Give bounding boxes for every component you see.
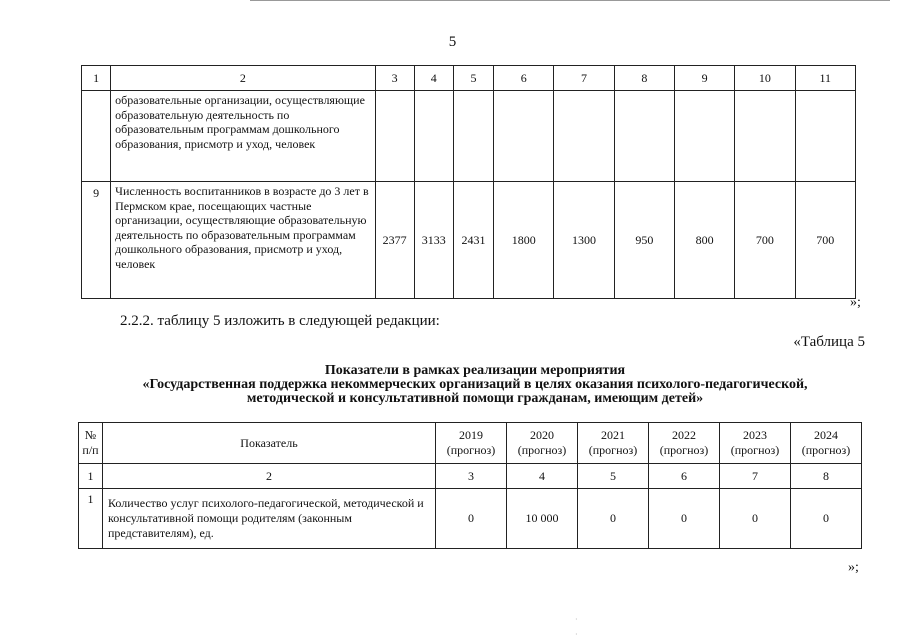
forecast-note: (прогноз) <box>517 443 567 457</box>
value-cell: 700 <box>735 182 795 299</box>
scan-speck: · <box>575 615 578 624</box>
value-cell: 0 <box>720 489 791 549</box>
header-year-cell <box>791 423 862 464</box>
value-cell <box>674 91 734 182</box>
header-cell: 5 <box>453 66 493 91</box>
year: 2024 <box>814 428 838 442</box>
table-continuation <box>81 65 856 299</box>
header-cell: 3 <box>375 66 414 91</box>
header-cell: 8 <box>614 66 674 91</box>
value-cell: 0 <box>649 489 720 549</box>
scan-speck: · <box>575 630 578 639</box>
value-cell: 950 <box>614 182 674 299</box>
index-cell: 6 <box>649 464 720 489</box>
year: 2021 <box>601 428 625 442</box>
value-cell: 3133 <box>414 182 453 299</box>
value-cell: 0 <box>578 489 649 549</box>
value-cell <box>414 91 453 182</box>
header-cell: 10 <box>735 66 795 91</box>
value-cell <box>453 91 493 182</box>
table-header-row <box>79 423 862 464</box>
value-cell <box>614 91 674 182</box>
value-cell <box>375 91 414 182</box>
year: 2019 <box>459 428 483 442</box>
header-cell: 4 <box>414 66 453 91</box>
value-cell: 1800 <box>494 182 554 299</box>
closing-quote: »; <box>850 295 861 310</box>
value-cell <box>735 91 795 182</box>
header-year-cell <box>507 423 578 464</box>
column-index-row <box>79 464 862 489</box>
value-cell: 2431 <box>453 182 493 299</box>
index-cell: 2 <box>103 464 436 489</box>
header-year-cell <box>578 423 649 464</box>
table-title-line: «Государственная поддержка некоммерческих организаций в целях оказания психолого-педагогической, <box>142 377 808 392</box>
forecast-note: (прогноз) <box>730 443 780 457</box>
forecast-note: (прогноз) <box>588 443 638 457</box>
header-num-cell: № п/п <box>79 423 103 464</box>
header-year-cell <box>720 423 791 464</box>
indicators-table <box>78 422 862 549</box>
year: 2022 <box>672 428 696 442</box>
index-cell: 5 <box>578 464 649 489</box>
header-indicator-cell: Показатель <box>103 423 436 464</box>
forecast-note: (прогноз) <box>659 443 709 457</box>
header-cell: 1 <box>82 66 111 91</box>
value-cell: 0 <box>436 489 507 549</box>
table-header-row <box>82 66 856 91</box>
row-label: образовательные организации, осуществляющие образовательную деятельность по образовательным программам дошкольного образования, присмотр и уход, человек <box>111 91 375 182</box>
header-cell: 11 <box>795 66 855 91</box>
year: 2023 <box>743 428 767 442</box>
forecast-note: (прогноз) <box>801 443 851 457</box>
value-cell: 800 <box>674 182 734 299</box>
header-cell: 2 <box>111 66 375 91</box>
value-cell: 700 <box>795 182 855 299</box>
amendment-paragraph: 2.2.2. таблицу 5 изложить в следующей редакции: <box>120 313 440 329</box>
header-year-cell <box>436 423 507 464</box>
header-year-cell <box>649 423 720 464</box>
value-cell <box>494 91 554 182</box>
value-cell <box>554 91 614 182</box>
year: 2020 <box>530 428 554 442</box>
row-num-cell <box>82 91 111 182</box>
value-cell <box>795 91 855 182</box>
row-label: Количество услуг психолого-педагогической, методической и консультативной помощи родителям (законным представителям), ед. <box>103 489 436 549</box>
header-cell: 6 <box>494 66 554 91</box>
header-cell: 7 <box>554 66 614 91</box>
table-title-line: методической и консультативной помощи гражданам, имеющим детей» <box>246 391 704 406</box>
value-cell: 10 000 <box>507 489 578 549</box>
table-row <box>79 489 862 549</box>
top-scan-line <box>250 0 890 3</box>
index-cell: 1 <box>79 464 103 489</box>
index-cell: 7 <box>720 464 791 489</box>
value-cell: 2377 <box>375 182 414 299</box>
table-row <box>82 182 856 299</box>
index-cell: 4 <box>507 464 578 489</box>
value-cell: 0 <box>791 489 862 549</box>
closing-quote: »; <box>848 560 859 575</box>
row-num-cell: 9 <box>82 182 111 299</box>
table-title-line: Показатели в рамках реализации мероприятия <box>324 363 626 378</box>
table-row <box>82 91 856 182</box>
header-cell: 9 <box>674 66 734 91</box>
index-cell: 8 <box>791 464 862 489</box>
row-label: Численность воспитанников в возрасте до 3 лет в Пермском крае, посещающих частные организации, осуществляющие образовательную деятельность по образовательным программам дошкольного образования, присмотр и уход, человек <box>111 182 375 299</box>
index-cell: 3 <box>436 464 507 489</box>
table-label: «Таблица 5 <box>793 334 865 350</box>
page-number: 5 <box>448 34 457 50</box>
forecast-note: (прогноз) <box>446 443 496 457</box>
value-cell: 1300 <box>554 182 614 299</box>
row-num-cell: 1 <box>79 489 103 549</box>
